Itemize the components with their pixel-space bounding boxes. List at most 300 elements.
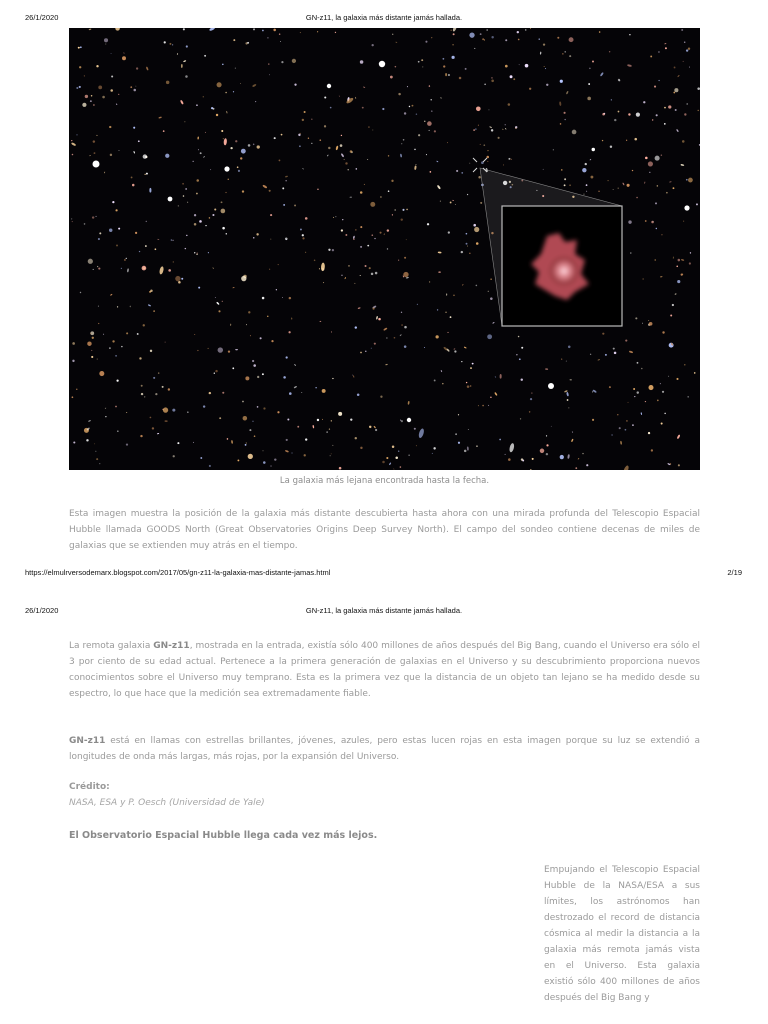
bright-star [93,161,100,168]
star-dot [300,133,301,134]
star-dot [341,229,343,231]
star-dot [226,111,228,114]
header-date: 26/1/2020 [25,606,59,615]
star-dot [414,165,417,170]
star-dot [618,111,620,113]
star-dot [545,368,548,370]
star-dot [395,42,397,43]
star-dot [459,77,462,80]
star-dot [71,218,72,219]
star-dot [382,461,385,464]
star-dot [118,94,119,95]
star-dot [544,66,545,67]
star-dot [440,97,442,98]
star-dot [401,143,402,144]
star-dot [250,335,251,336]
star-dot [367,245,369,247]
star-dot [641,368,643,370]
star-dot [559,101,561,106]
star-dot [321,263,325,272]
star-dot [312,425,314,429]
star-dot [369,426,371,428]
star-dot [182,183,184,185]
star-dot [643,101,645,103]
star-dot [628,220,631,223]
star-dot [426,154,427,155]
star-dot [215,297,216,298]
star-dot [487,161,488,162]
star-dot [395,66,397,68]
star-dot [356,168,358,170]
star-dot [165,154,169,158]
star-dot [157,239,159,240]
star-dot [232,367,234,369]
star-dot [398,93,400,95]
star-dot [76,87,78,89]
star-dot [212,267,214,269]
star-dot [104,38,108,42]
star-dot [434,130,436,132]
star-dot [94,443,95,444]
star-dot [388,190,390,192]
star-dot [279,160,281,162]
section-subheading: El Observatorio Espacial Hubble llega cada vez más lejos. [69,830,378,841]
star-dot [245,444,247,446]
star-dot [254,435,256,437]
star-dot [683,61,684,62]
star-dot [119,150,120,151]
star-dot [678,259,681,262]
star-dot [568,346,571,349]
star-dot [240,157,242,159]
star-dot [157,433,160,435]
star-dot [557,37,559,39]
star-dot [184,121,185,122]
star-dot [85,95,88,98]
star-dot [146,221,147,222]
star-dot [540,449,545,454]
star-dot [240,83,241,84]
star-dot [143,154,147,158]
star-dot [72,154,74,156]
star-dot [95,451,96,452]
star-dot [360,447,362,449]
star-dot [274,137,276,139]
star-dot [364,184,365,185]
star-dot [676,266,678,268]
star-dot [431,110,433,112]
star-dot [505,39,507,41]
star-dot [651,449,653,451]
star-dot [324,96,326,98]
star-dot [384,233,385,235]
star-dot [453,294,455,296]
star-dot [686,49,688,51]
star-dot [235,140,237,142]
star-dot [454,350,456,352]
star-dot [490,396,492,398]
star-dot [566,392,569,397]
star-dot [99,371,104,376]
star-dot [288,331,290,333]
star-dot [425,41,427,43]
star-dot [252,421,253,422]
star-dot [331,331,332,332]
star-dot [362,107,364,109]
star-dot [289,392,292,395]
star-dot [326,431,328,433]
star-dot [611,99,612,100]
star-dot [585,163,587,165]
star-dot [492,322,494,324]
star-dot [253,364,256,367]
star-dot [294,364,296,366]
star-dot [72,342,75,345]
star-dot [212,214,214,216]
star-dot [253,144,255,146]
star-dot [193,442,194,443]
star-dot [72,360,74,362]
star-dot [589,68,590,69]
star-dot [655,156,660,161]
galaxy-name: GN-z11 [153,641,190,651]
star-dot [505,128,507,130]
star-dot [392,445,394,447]
star-dot [383,327,387,331]
star-dot [509,443,515,453]
star-dot [237,166,239,168]
star-dot [404,345,407,348]
star-dot [401,420,403,422]
star-dot [400,466,402,468]
star-dot [655,259,656,260]
star-dot [417,304,418,305]
star-dot [181,64,183,68]
star-dot [636,197,638,199]
star-dot [209,465,211,467]
paragraph-redshift [69,733,700,765]
star-dot [314,260,316,262]
star-dot [583,194,584,195]
star-dot [498,137,500,139]
star-dot [371,273,374,276]
star-dot [90,100,92,102]
star-dot [109,126,111,128]
star-dot [648,385,653,390]
star-dot [84,75,85,76]
star-dot [115,355,116,356]
star-dot [196,254,197,255]
star-dot [448,74,450,76]
star-dot [177,442,179,444]
star-dot [660,276,663,278]
star-dot [480,33,482,35]
star-dot [163,407,168,412]
star-dot [222,227,225,230]
star-dot [71,142,76,146]
star-dot [467,385,470,388]
star-dot [348,265,350,267]
star-dot [681,29,683,31]
star-dot [429,85,430,86]
star-dot [645,220,647,222]
star-dot [291,317,292,319]
star-dot [237,459,239,461]
star-dot [510,75,513,78]
credit-text: NASA, ESA y P. Oesch (Universidad de Yale) [69,798,265,808]
star-dot [335,216,336,217]
star-dot [582,168,586,172]
star-dot [223,138,224,139]
star-dot [676,378,678,380]
star-dot [424,347,425,348]
star-dot [494,392,498,396]
star-dot [331,453,332,454]
star-dot [335,145,338,150]
star-dot [442,383,444,385]
star-dot [416,113,417,114]
star-dot [276,289,277,290]
star-dot [355,437,357,439]
star-dot [560,80,563,83]
footer-url[interactable]: https://elmulrversodemarx.blogspot.com/2017/05/gn-z11-la-galaxia-mas-distante-jamas.html [25,568,331,577]
star-dot [88,259,93,264]
star-dot [331,420,332,421]
star-dot [283,376,286,379]
star-dot [146,66,149,70]
star-dot [569,55,571,57]
star-dot [575,467,577,469]
star-dot [263,461,266,464]
star-dot [592,148,595,151]
star-dot [340,144,343,147]
star-dot [618,188,619,189]
star-dot [172,44,173,45]
star-dot [586,464,588,466]
star-dot [139,251,140,252]
star-dot [592,419,594,421]
star-dot [437,309,438,310]
star-dot [126,412,127,413]
star-dot [483,144,485,146]
star-dot [91,350,92,351]
star-dot [269,74,270,75]
page-footer [0,568,768,582]
star-dot [446,293,447,295]
star-dot [674,88,678,92]
star-dot [629,350,633,353]
star-dot [253,28,255,30]
star-dot [172,240,173,241]
star-dot [369,267,371,269]
star-dot [196,104,198,106]
star-dot [196,193,198,195]
star-dot [516,354,517,355]
star-dot [350,419,352,421]
star-dot [341,153,345,157]
star-dot [565,51,566,52]
star-dot [654,85,656,87]
star-dot [153,377,155,379]
star-dot [531,393,532,394]
star-dot [97,359,98,360]
star-dot [96,458,98,460]
star-dot [372,130,373,131]
star-dot [684,364,686,366]
star-dot [635,317,637,319]
star-dot [332,445,333,446]
star-dot [652,119,653,120]
star-dot [216,114,218,116]
star-dot [427,121,432,126]
star-dot [257,376,259,378]
star-dot [689,262,691,264]
star-dot [103,334,104,335]
star-dot [505,124,506,125]
star-dot [185,188,187,190]
star-dot [429,281,430,282]
star-dot [450,316,452,318]
star-dot [270,239,271,240]
star-dot [204,55,206,57]
star-dot [203,96,204,97]
star-dot [403,139,405,141]
star-dot [699,144,700,146]
star-dot [401,218,403,220]
star-dot [546,435,547,436]
star-dot [225,92,227,94]
star-dot [308,138,309,139]
star-dot [214,373,215,374]
star-dot [302,168,304,170]
star-dot [602,140,603,141]
star-dot [71,140,72,141]
star-dot [673,187,675,189]
star-dot [152,427,154,429]
star-dot [508,158,510,160]
star-dot [480,144,481,145]
star-dot [664,123,666,125]
starfield-image [69,28,700,470]
star-dot [636,113,640,117]
star-dot [302,119,304,121]
star-dot [141,385,143,387]
star-dot [198,149,199,150]
star-dot [602,333,604,335]
star-dot [150,289,152,291]
star-dot [543,43,545,45]
star-dot [218,310,220,312]
star-dot [476,285,478,287]
star-dot [317,189,319,191]
star-dot [587,97,591,101]
star-dot [688,178,693,183]
star-dot [546,444,548,446]
star-dot [350,150,353,153]
star-dot [93,140,95,142]
star-dot [495,376,497,378]
star-dot [650,55,652,57]
star-dot [327,154,329,156]
star-dot [168,388,170,390]
star-dot [123,52,124,54]
star-dot [529,411,530,412]
star-dot [319,139,321,141]
star-dot [98,85,102,89]
star-dot [270,465,271,466]
star-dot [133,127,135,129]
star-dot [623,465,630,470]
star-dot [448,231,450,233]
star-dot [252,84,257,88]
star-dot [566,361,567,362]
star-dot [297,426,299,428]
star-dot [632,170,633,171]
star-dot [363,86,366,88]
star-dot [666,192,668,194]
star-dot [694,372,696,374]
star-dot [564,184,566,186]
star-dot [678,464,680,466]
star-dot [688,48,690,50]
star-dot [183,28,185,30]
star-dot [626,140,627,141]
star-dot [221,130,223,132]
star-dot [697,87,700,90]
star-dot [680,164,684,166]
star-dot [677,75,680,78]
star-dot [517,31,519,33]
star-dot [283,204,285,206]
star-dot [503,164,504,165]
star-dot [354,283,355,284]
star-dot [341,135,342,136]
star-dot [90,333,91,334]
star-dot [262,373,264,375]
star-dot [617,414,618,415]
star-dot [215,370,217,372]
star-dot [116,103,118,105]
star-dot [221,201,223,203]
star-dot [613,189,614,190]
star-dot [111,75,113,77]
star-dot [416,164,417,165]
star-dot [262,184,267,188]
star-dot [235,68,236,69]
star-dot [360,352,362,354]
star-dot [271,340,273,342]
star-dot [143,267,145,269]
star-dot [80,46,82,48]
star-dot [590,354,591,355]
star-dot [126,258,127,259]
star-dot [87,341,91,345]
star-dot [305,438,307,440]
star-dot [146,173,148,175]
star-dot [127,268,129,272]
star-dot [194,334,195,335]
star-dot [687,396,688,397]
star-dot [248,144,251,147]
star-dot [508,103,511,106]
star-dot [197,350,198,351]
star-dot [567,454,570,459]
star-dot [286,439,288,441]
star-dot [162,386,164,388]
star-dot [499,439,501,441]
star-dot [586,191,587,192]
star-dot [285,180,286,181]
